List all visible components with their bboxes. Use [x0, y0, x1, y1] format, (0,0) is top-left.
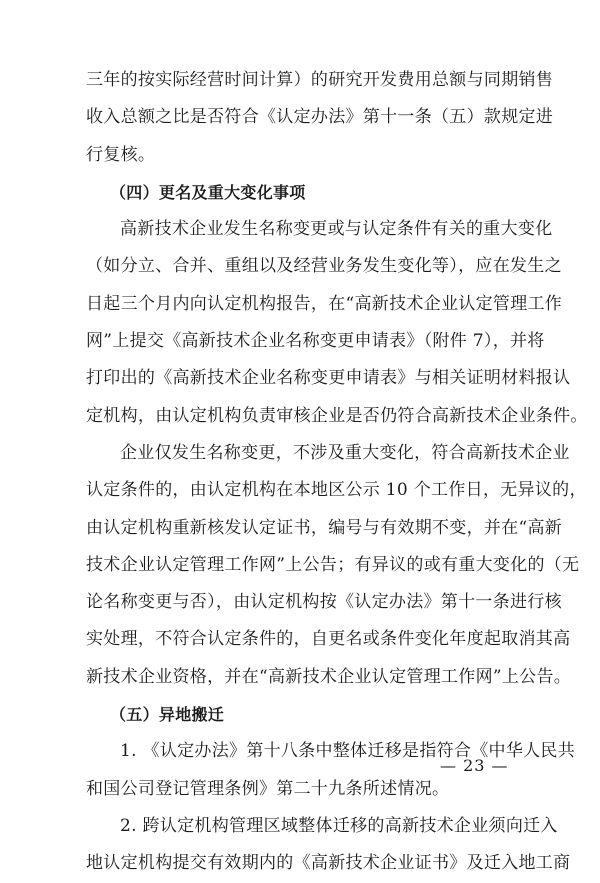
paragraph-first-line: 企业仅发生名称变更，不涉及重大变化，符合高新技术企业	[120, 442, 570, 463]
section-heading-4: （四）更名及重大变化事项	[110, 182, 306, 202]
paragraph-first-line: 高新技术企业发生名称变更或与认定条件有关的重大变化	[120, 219, 553, 240]
text-line: 技术企业认定管理工作网”上公告；有异议的或有重大变化的（无	[86, 554, 580, 575]
text-line: 实处理，不符合认定条件的，自更名或条件变化年度起取消其高	[86, 629, 571, 650]
text-line: 网”上提交《高新技术企业名称变更申请表》（附件 7），并将	[86, 331, 545, 352]
text-line: 由认定机构重新核发认定证书，编号与有效期不变，并在“高新	[86, 517, 563, 538]
page-number: — 23 —	[440, 756, 509, 775]
text-line: 论名称变更与否），由认定机构按《认定办法》第十一条进行核	[86, 592, 562, 613]
text-line: 打印出的《高新技术企业名称变更申请表》与相关证明材料报认	[86, 368, 571, 389]
list-item-1-first-line: 1. 《认定办法》第十八条中整体迁移是指符合《中华人民共	[120, 741, 576, 762]
text-line: 行复核。	[86, 144, 156, 165]
text-line: 认定条件的，由认定机构在本地区公示 10 个工作日，无异议的，	[86, 480, 587, 501]
text-line: 地认定机构提交有效期内的《高新技术企业证书》及迁入地工商	[86, 853, 571, 874]
text-line: 和国公司登记管理条例》第二十九条所述情况。	[86, 778, 450, 799]
text-line: 三年的按实际经营时间计算）的研究开发费用总额与同期销售	[86, 70, 554, 90]
text-line: 新技术企业资格，并在“高新技术企业认定管理工作网”上公告。	[86, 666, 572, 687]
text-line: 收入总额之比是否符合《认定办法》第十一条（五）款规定进	[86, 107, 554, 128]
text-line: 定机构，由认定机构负责审核企业是否仍符合高新技术企业条件。	[86, 405, 588, 426]
section-heading-5: （五）异地搬迁	[110, 705, 225, 725]
text-line: （如分立、合并、重组以及经营业务发生变化等），应在发生之	[86, 256, 562, 277]
list-item-2-first-line: 2. 跨认定机构管理区域整体迁移的高新技术企业须向迁入	[120, 815, 558, 836]
text-line: 日起三个月内向认定机构报告，在“高新技术企业认定管理工作	[86, 293, 563, 314]
